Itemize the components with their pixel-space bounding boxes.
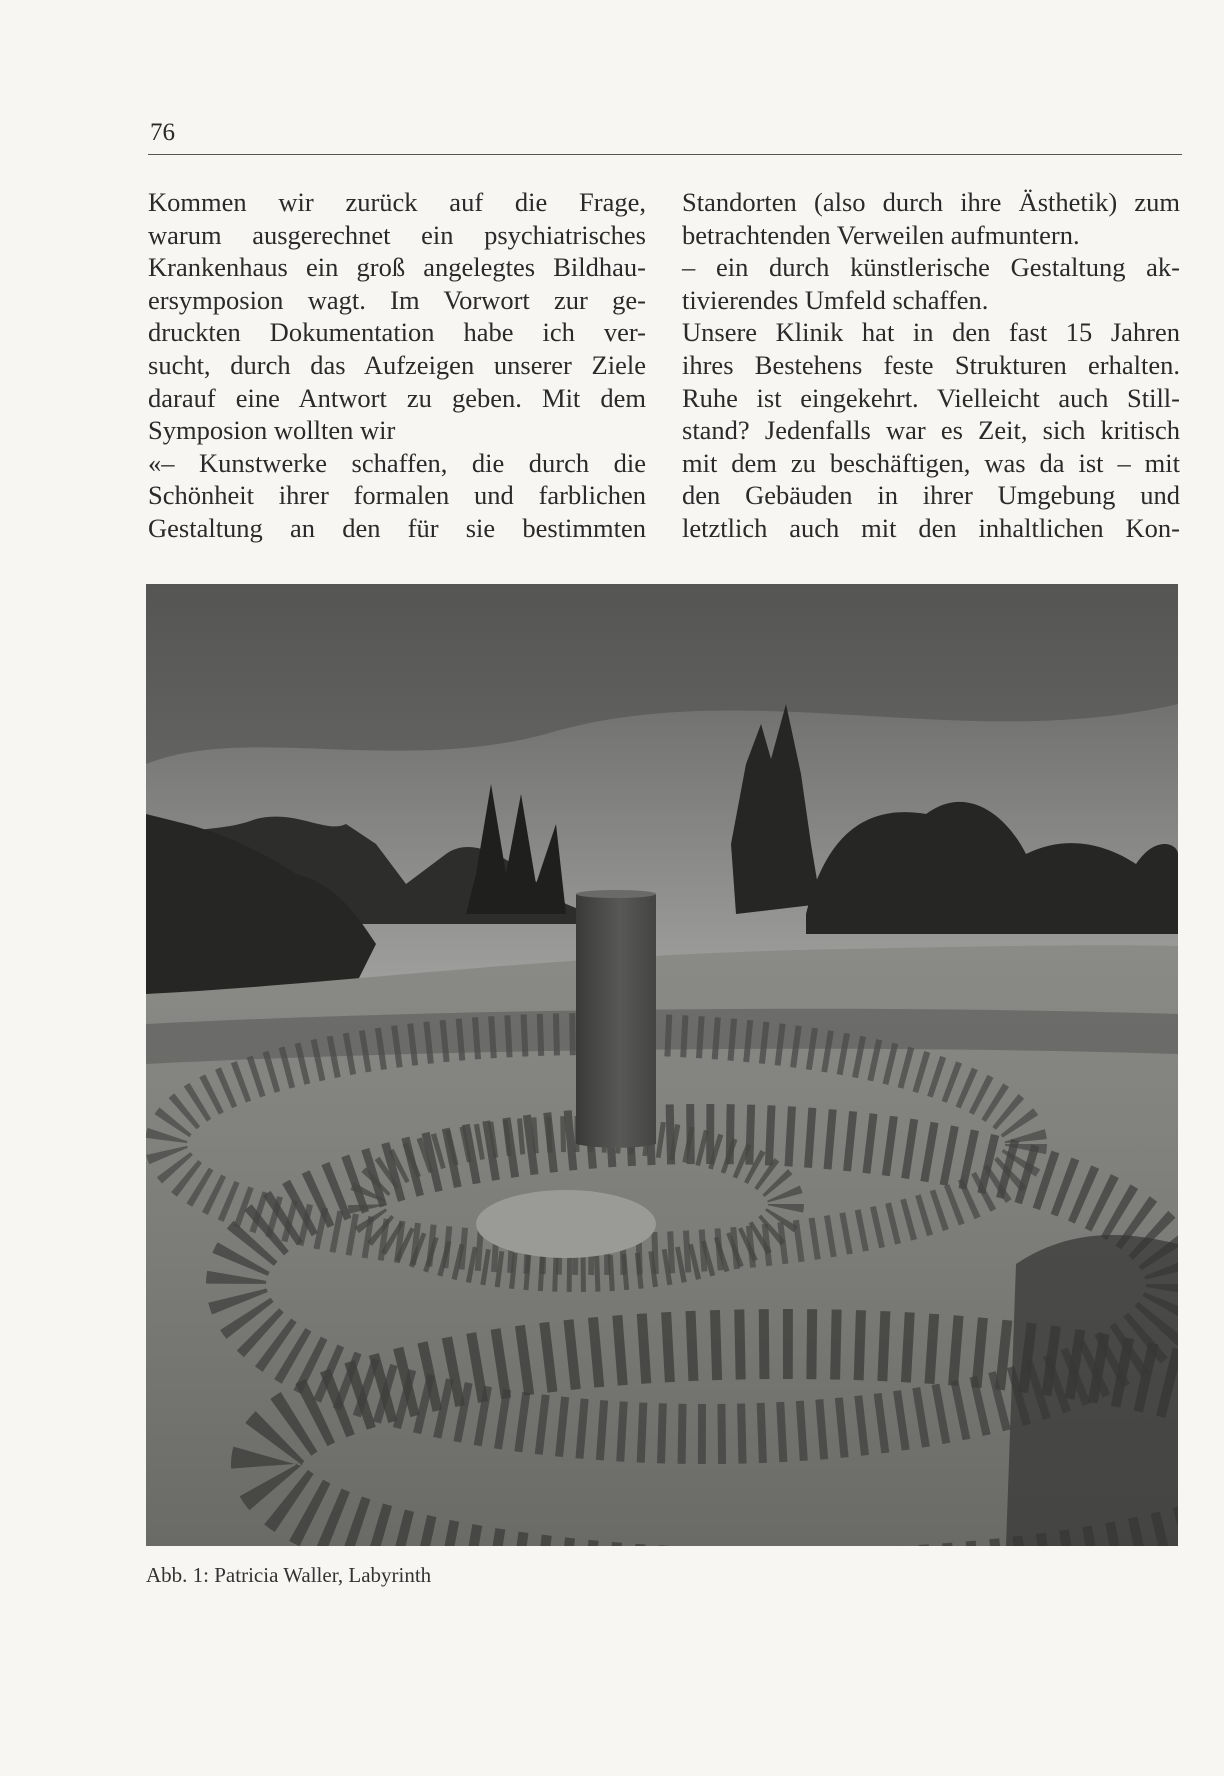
left-line-4: ersymposion wagt. Im Vorwort zur ge- [148,284,646,315]
foreground-bush [1006,1235,1178,1546]
right-line-2: betrachtenden Verweilen aufmuntern. [682,219,1080,250]
left-line-7: darauf eine Antwort zu geben. Mit dem [148,382,646,413]
left-line-1: Kommen wir zurück auf die Frage, [148,187,646,217]
page-number: 76 [150,119,175,146]
left-line-3: Krankenhaus ein groß angelegtes Bildhau- [148,252,646,283]
left-line-6: sucht, durch das Aufzeigen unserer Ziele [148,349,646,380]
right-line-7: Ruhe ist eingekehrt. Vielleicht auch Still- [682,382,1180,413]
left-line-10: Schönheit ihrer formalen und farblichen [148,480,646,511]
left-line-5: druckten Dokumentation habe ich ver- [148,317,646,348]
labyrinth-photo-drawing [146,584,1178,1546]
right-line-11: letztlich auch mit den inhaltlichen Kon- [682,512,1180,543]
right-line-10: den Gebäuden in ihrer Umgebung und [682,480,1180,511]
left-line-11: Gestaltung an den für sie bestimmten [148,512,646,543]
right-text-column [682,186,1180,545]
right-line-5: Unsere Klinik hat in den fast 15 Jahren [682,317,1180,348]
left-line-8: Symposion wollten wir [148,415,396,446]
header-rule [148,154,1182,155]
right-line-9: mit dem zu beschäftigen, was da ist – mit [682,447,1180,478]
central-clearing [476,1190,656,1258]
central-pillar-sculpture [576,890,656,1148]
right-line-6: ihres Bestehens feste Strukturen erhalten. [682,349,1180,380]
pillar-top [576,890,656,898]
left-line-2: warum ausgerechnet ein psychiatrisches [148,219,646,250]
left-line-9: «– Kunstwerke schaffen, die durch die [148,447,646,478]
figure-caption: Abb. 1: Patricia Waller, Labyrinth [146,1563,432,1587]
right-line-4: tivierendes Umfeld schaffen. [682,284,989,315]
right-line-1: Standorten (also durch ihre Ästhetik) zum [682,187,1180,217]
labyrinth-photo [146,584,1178,1546]
right-line-8: stand? Jedenfalls war es Zeit, sich kritisch [682,415,1180,446]
left-text-column [148,186,646,545]
right-line-3: – ein durch künstlerische Gestaltung ak- [682,252,1180,283]
